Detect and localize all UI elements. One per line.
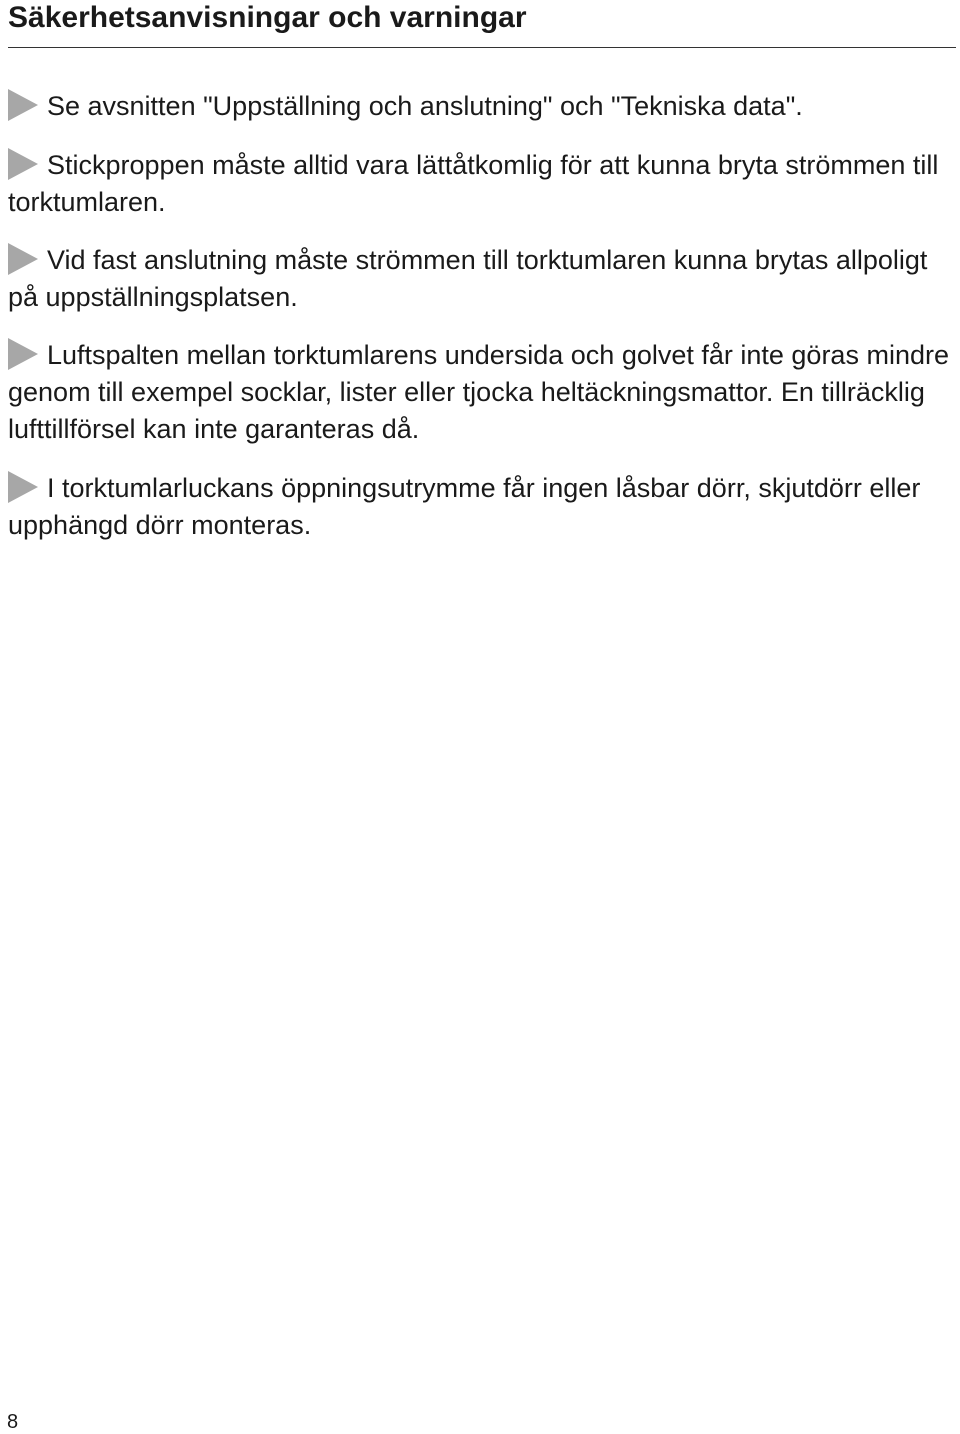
page-title: Säkerhetsanvisningar och varningar (8, 1, 527, 34)
list-item-text: Stickproppen måste alltid vara lättåtkomlig för att kunna bryta strömmen till torktumlaren. (8, 150, 939, 217)
list-item-text: Se avsnitten "Uppställning och anslutning" och "Tekniska data". (47, 91, 803, 121)
list-item-text: I torktumlarluckans öppningsutrymme får ingen låsbar dörr, skjutdörr eller upphängd dörr monteras. (8, 473, 921, 540)
list-item (8, 337, 953, 448)
list-item (8, 88, 953, 125)
arrow-right-icon (8, 148, 38, 180)
arrow-right-icon (8, 89, 38, 121)
list-item (8, 147, 953, 221)
arrow-right-icon (8, 338, 38, 370)
list-item-text: Luftspalten mellan torktumlarens undersida och golvet får inte göras mindre genom till exempel socklar, lister eller tjocka heltäckningsmattor. En tillräcklig lufttillförsel kan inte garanteras då. (8, 340, 949, 444)
safety-instructions-list (8, 88, 953, 566)
arrow-right-icon (8, 471, 38, 503)
list-item-text: Vid fast anslutning måste strömmen till torktumlaren kunna brytas allpoligt på uppställningsplatsen. (8, 245, 928, 312)
list-item (8, 242, 953, 316)
list-item (8, 470, 953, 544)
title-divider (8, 47, 956, 48)
page-number: 8 (7, 1411, 19, 1433)
arrow-right-icon (8, 243, 38, 275)
